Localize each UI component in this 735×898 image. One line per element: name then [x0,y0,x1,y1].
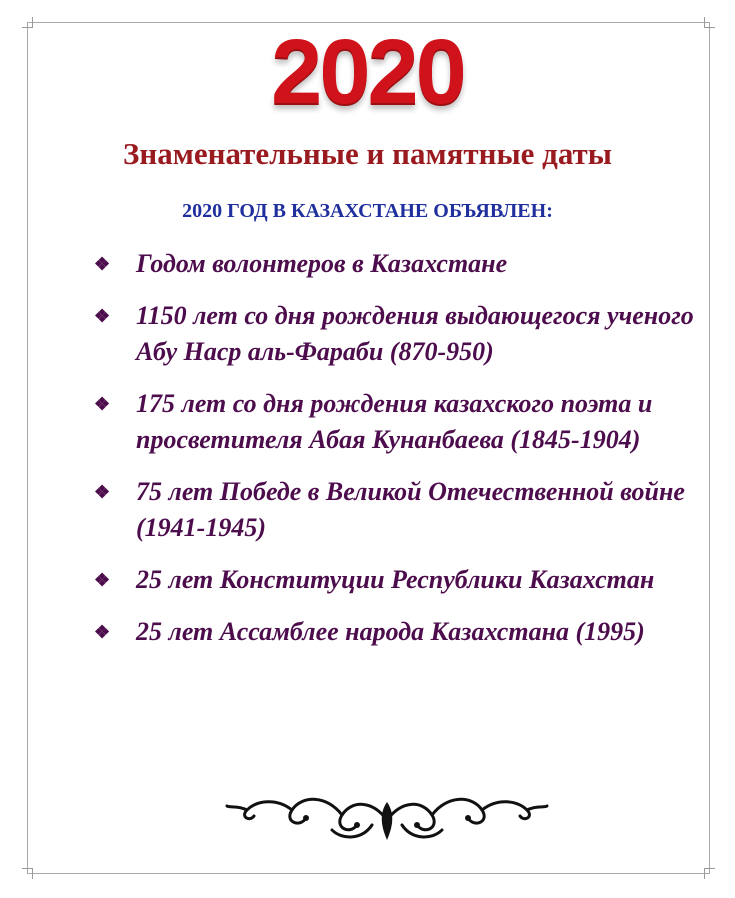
list-item [94,298,694,370]
list-item [94,474,694,546]
list-item [94,562,694,598]
diamond-bullet-icon: ❖ [94,394,111,414]
section-subtitle: 2020 ГОД В КАЗАХСТАНЕ ОБЪЯВЛЕН: [182,200,553,222]
list-item [94,386,694,458]
list-item-text: 25 лет Ассамблее народа Казахстана (1995) [136,617,645,646]
list-item-text: 75 лет Победе в Великой Отечественной войне (1941-1945) [136,477,685,542]
year-title: 2020 [271,21,464,123]
list-item-text: 175 лет со дня рождения казахского поэта и просветителя Абая Кунанбаева (1845-1904) [136,389,653,454]
dates-list [94,246,694,666]
frame-corner-mark [704,868,715,879]
frame-corner-mark [22,868,33,879]
diamond-bullet-icon: ❖ [94,306,111,326]
swirl-ornament-icon [222,780,552,850]
page-title: Знаменательные и памятные даты [123,136,612,171]
diamond-bullet-icon: ❖ [94,482,111,502]
list-item [94,246,694,282]
list-item-text: 25 лет Конституции Республики Казахстан [136,565,655,594]
list-item-text: Годом волонтеров в Казахстане [136,249,508,278]
diamond-bullet-icon: ❖ [94,570,111,590]
diamond-bullet-icon: ❖ [94,622,111,642]
list-item-text: 1150 лет со дня рождения выдающегося ученого Абу Наср аль-Фараби (870-950) [136,301,694,366]
diamond-bullet-icon: ❖ [94,254,111,274]
list-item [94,614,694,650]
